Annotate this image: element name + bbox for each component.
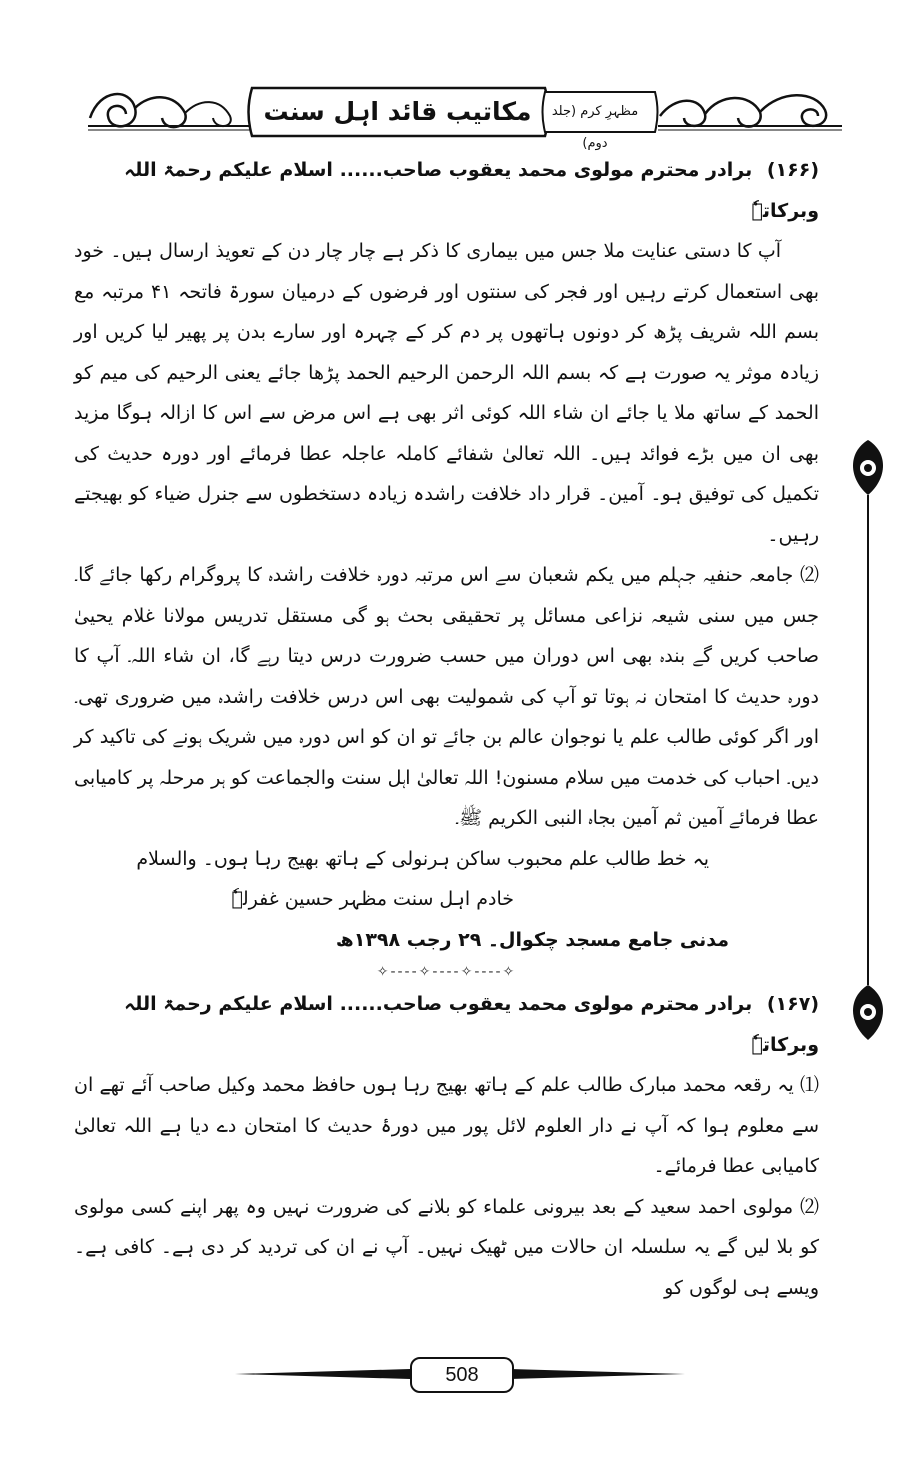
letter-salutation: برادر محترم مولوی محمد یعقوب صاحب...... اسلام علیکم رحمۃ اللہ وبرکاتہٗ [124, 993, 819, 1056]
letter-salutation: برادر محترم مولوی محمد یعقوب صاحب...... اسلام علیکم رحمۃ اللہ وبرکاتہٗ [124, 159, 819, 222]
signoff-line: یہ خط طالب علم محبوب ساکن ہرنولی کے ہاتھ بھیج رہا ہوں۔ والسلام [136, 847, 709, 870]
running-title: مکاتیب قائد اہل سنت [263, 97, 532, 126]
signature-line: خادم اہل سنت مظہر حسین غفرلہٗ [231, 888, 514, 910]
page-footer [235, 1355, 685, 1395]
letter-number: (۱۶۶) [766, 159, 819, 181]
paragraph: ⑵ مولوی احمد سعید کے بعد بیرونی علماء کو بلانے کی ضرورت نہیں وہ پھر اپنے کسی مولوی کو بلا لیں گے یہ سلسلہ ان حالات میں ٹھیک نہیں۔ آپ نے ان کی تردید کر دی ہے۔ کافی ہے۔ ویسے ہی لوگوں کو [74, 1195, 819, 1299]
paragraph: آپ کا دستی عنایت ملا جس میں بیماری کا ذکر ہے چار چار دن کے تعویذ ارسال ہیں۔ خود بھی استعمال کرتے رہیں اور فجر کی سنتوں اور فرضوں کے درمیان سورۃ فاتحہ ۴۱ مرتبہ مع بسم اللہ شریف پڑھ کر دونوں ہاتھوں پر دم کر کے چہرہ اور سارے بدن پر پھیر لیا کریں اور زیادہ موثر یہ صورت ہے کہ بسم اللہ الرحمن الرحیم الحمد پڑھا جائے یعنی الرحیم کی میم کو الحمد کے ساتھ ملا یا جائے ان شاء اللہ کوئی اثر بھی ہے اس مرض سے اس کا ازالہ ہوگا مزید بھی ان میں بڑے فوائد ہیں۔ اللہ تعالیٰ شفائے کاملہ عاجلہ عطا فرمائے اور دورہ حدیث کی تکمیل کی توفیق ہو۔ آمین۔ قرار داد خلافت راشدہ زیادہ دستخطوں سے جنرل ضیاء کو بھیجتے رہیں۔ [74, 240, 819, 546]
paragraph: ⑵ جامعہ حنفیہ جہلم میں یکم شعبان سے اس مرتبہ دورہ خلافت راشدہ کا پروگرام رکھا جائے گا۔ جس میں سنی شیعہ نزاعی مسائل پر تحقیقی بحث ہو گی مستقل تدریس مولانا غلام یحییٰ صاحب کریں گے بندہ بھی اس دوران میں حسب ضرورت درس دیتا رہے گا، ان شاء اللہ۔ آپ کا دورہ حدیث کا امتحان نہ ہوتا تو آپ کی شمولیت بھی اس درس خلافت راشدہ میں ضروری تھی۔ اور اگر کوئی طالب علم یا نوجوان عالم بن جائے تو ان کو اس دورہ میں شریک ہونے کی تاکید کر دیں۔ احباب کی خدمت میں سلام مسنون! اللہ تعالیٰ اہل سنت والجماعت کو ہر مرحلہ پر کامیابی عطا فرمائے آمین ثم آمین بجاہ النبی الکریم ﷺ۔ [74, 564, 819, 829]
page-number: 508 [410, 1357, 514, 1393]
page-body [74, 150, 819, 1355]
margin-ornament [843, 440, 893, 1040]
vertical-rule-ornament [843, 440, 893, 1040]
letter-number: (۱۶۷) [766, 993, 819, 1015]
letter-heading [74, 984, 819, 1065]
paragraph: ⑴ یہ رقعہ محمد مبارک طالب علم کے ہاتھ بھیج رہا ہوں حافظ محمد وکیل صاحب آئے تھے ان سے معلوم ہوا کہ آپ نے دار العلوم لائل پور میں دورۂ حدیث کا امتحان دے دیا ہے اللہ تعالیٰ کامیابی عطا فرمائے۔ [74, 1074, 819, 1177]
place-date-line: مدنی جامع مسجد چکوال۔ ۲۹ رجب ۱۳۹۸ھ [335, 928, 729, 951]
letter-heading [74, 150, 819, 231]
section-separator: ✧----✧----✧----✧ [376, 964, 517, 980]
volume-label: مظہرِ کرم (جلد دوم) [551, 104, 639, 151]
page-header [80, 78, 850, 151]
